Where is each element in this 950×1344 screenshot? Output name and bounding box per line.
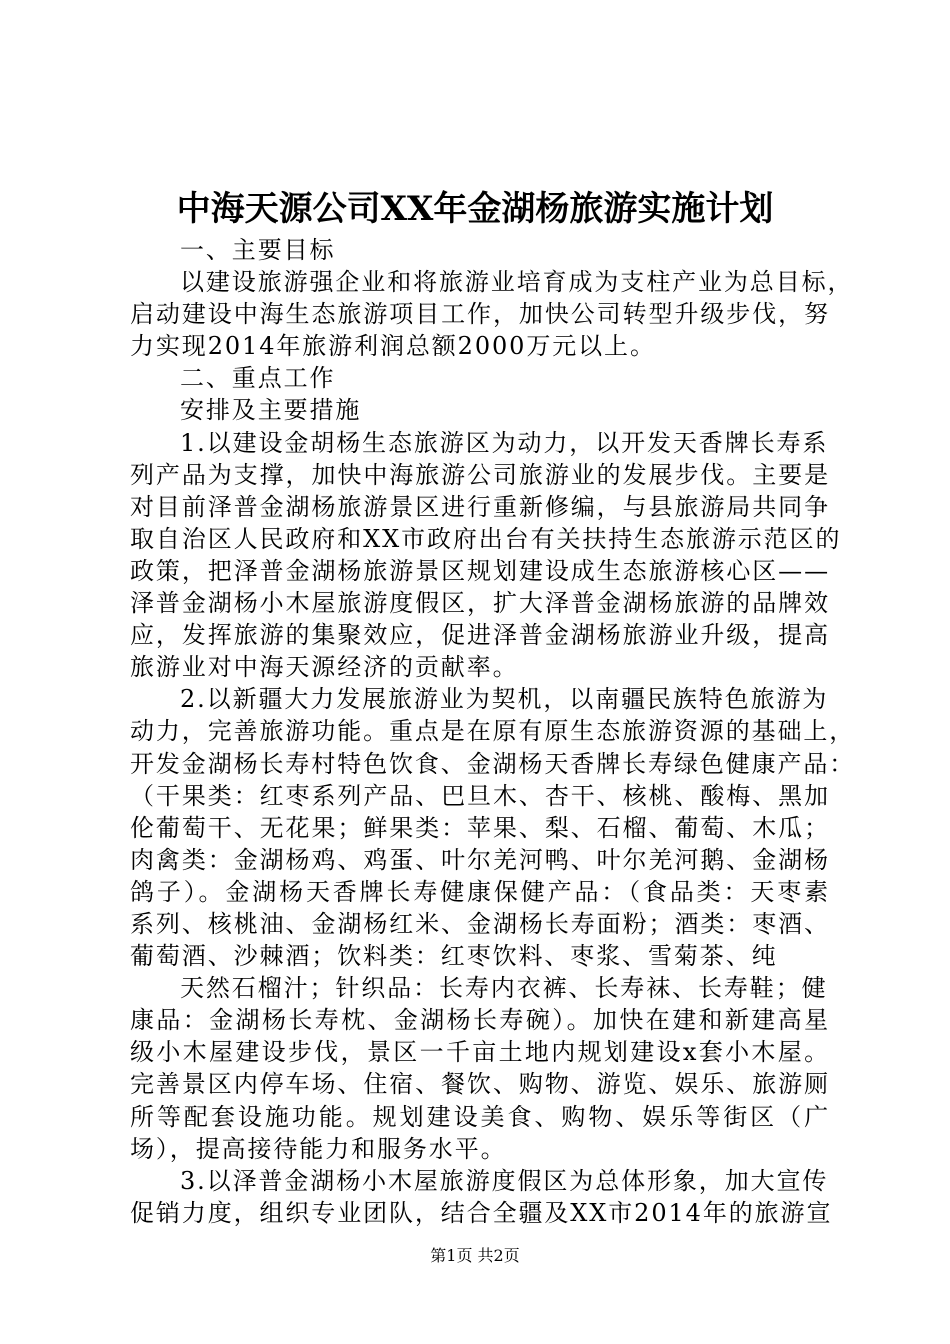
- section-heading: 一、主要目标: [180, 236, 336, 264]
- paragraph-line: 泽普金湖杨小木屋旅游度假区，扩大泽普金湖杨旅游的品牌效: [130, 589, 830, 618]
- paragraph-line: 对目前泽普金湖杨旅游景区进行重新修编，与县旅游局共同争: [130, 492, 830, 521]
- document-body: [130, 234, 856, 1229]
- section-heading: 二、重点工作: [180, 364, 336, 393]
- paragraph-line: 完善景区内停车场、住宿、餐饮、购物、游览、娱乐、旅游厕: [130, 1070, 830, 1099]
- paragraph-line: 葡萄酒、沙棘酒；饮料类：红枣饮料、枣浆、雪菊茶、纯: [130, 942, 778, 971]
- paragraph-line: 启动建设中海生态旅游项目工作，加快公司转型升级步伐，努: [130, 300, 830, 329]
- paragraph-line: 1.以建设金胡杨生态旅游区为动力，以开发天香牌长寿系: [180, 428, 829, 457]
- paragraph-line: 政策，把泽普金湖杨旅游景区规划建设成生态旅游核心区——: [130, 556, 830, 585]
- document-title: 中海天源公司XX年金湖杨旅游实施计划: [176, 189, 774, 229]
- paragraph-line: 列产品为支撑，加快中海旅游公司旅游业的发展步伐。主要是: [130, 460, 830, 489]
- paragraph-line: 开发金湖杨长寿村特色饮食、金湖杨天香牌长寿绿色健康产品：: [130, 749, 856, 778]
- paragraph-line: 系列、核桃油、金湖杨红米、金湖杨长寿面粉；酒类：枣酒、: [130, 909, 830, 938]
- paragraph-line: 2.以新疆大力发展旅游业为契机，以南疆民族特色旅游为: [180, 685, 829, 714]
- paragraph-line: （干果类：红枣系列产品、巴旦木、杏干、核桃、酸梅、黑加: [130, 781, 830, 810]
- paragraph-line: 旅游业对中海天源经济的贡献率。: [130, 653, 519, 682]
- paragraph-line: 所等配套设施功能。规划建设美食、购物、娱乐等街区（广: [130, 1102, 830, 1131]
- paragraph-line: 肉禽类：金湖杨鸡、鸡蛋、叶尔羌河鸭、叶尔羌河鹅、金湖杨: [130, 845, 830, 874]
- paragraph-line: 应，发挥旅游的集聚效应，促进泽普金湖杨旅游业升级，提高: [130, 621, 830, 650]
- paragraph-line: 场），提高接待能力和服务水平。: [130, 1134, 507, 1163]
- paragraph-line: 康品：金湖杨长寿枕、金湖杨长寿碗）。加快在建和新建高星: [130, 1006, 830, 1035]
- paragraph-line: 3.以泽普金湖杨小木屋旅游度假区为总体形象，加大宣传: [180, 1166, 829, 1195]
- page-number: 第1页 共2页: [430, 1246, 520, 1265]
- section-heading: 安排及主要措施: [180, 396, 362, 425]
- paragraph-line: 伦葡萄干、无花果；鲜果类：苹果、梨、石榴、葡萄、木瓜；: [130, 813, 830, 842]
- paragraph-line: 鸽子）。金湖杨天香牌长寿健康保健产品：（食品类：天枣素: [130, 877, 830, 906]
- paragraph-line: 力实现2014年旅游利润总额2000万元以上。: [130, 332, 656, 361]
- paragraph-line: 促销力度，组织专业团队，结合全疆及XX市2014年的旅游宣: [130, 1198, 833, 1227]
- paragraph-line: 以建设旅游强企业和将旅游业培育成为支柱产业为总目标，: [180, 268, 854, 297]
- paragraph-line: 天然石榴汁；针织品：长寿内衣裤、长寿袜、长寿鞋；健: [180, 974, 828, 1003]
- paragraph-line: 取自治区人民政府和XX市政府出台有关扶持生态旅游示范区的: [130, 524, 842, 553]
- paragraph-line: 动力，完善旅游功能。重点是在原有原生态旅游资源的基础上，: [130, 717, 856, 746]
- paragraph-line: 级小木屋建设步伐，景区一千亩土地内规划建设x套小木屋。: [130, 1038, 830, 1067]
